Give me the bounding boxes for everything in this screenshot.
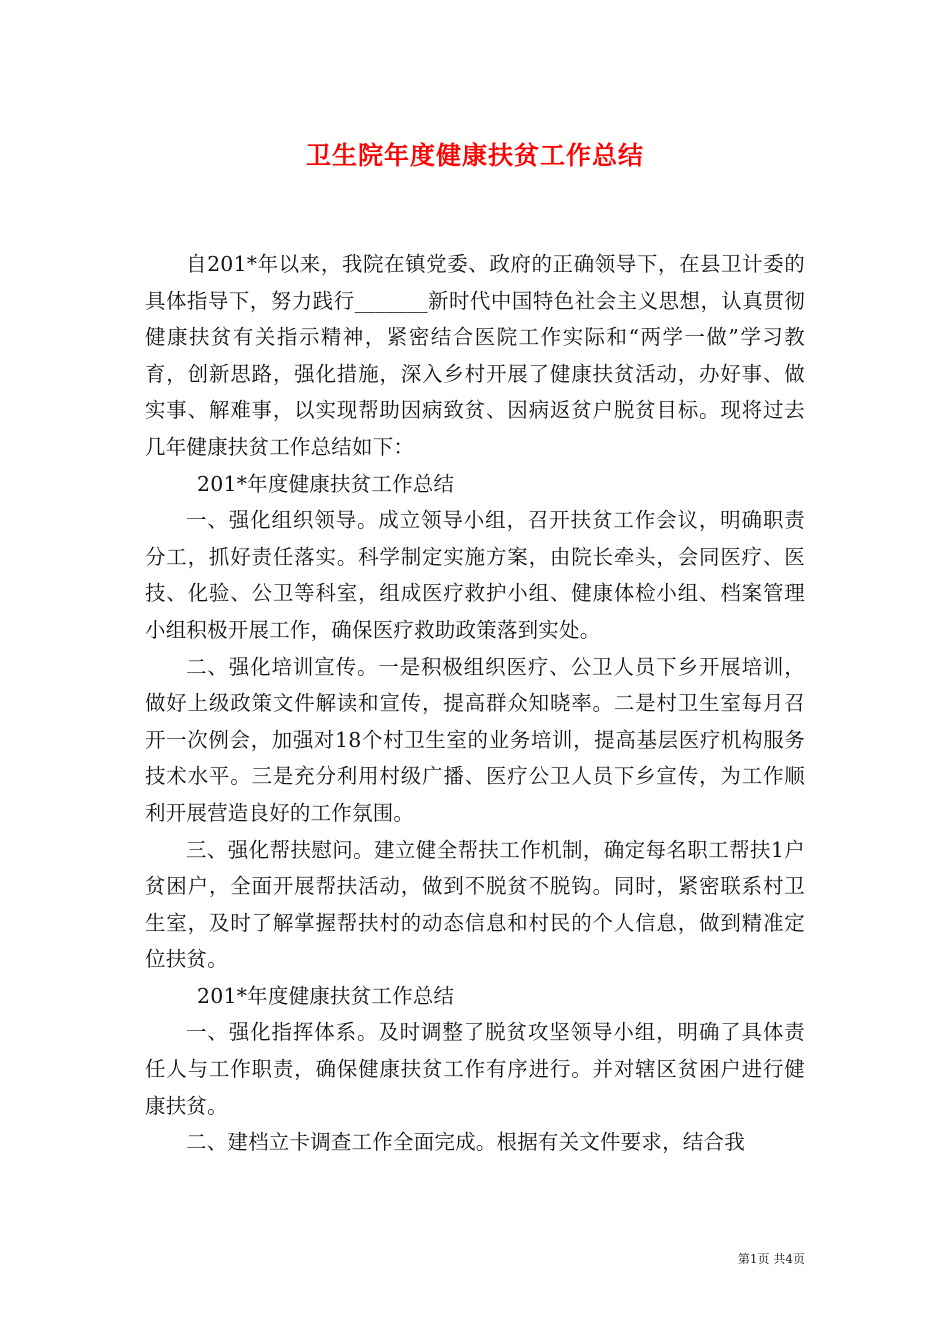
body-paragraph: 二、建档立卡调查工作全面完成。根据有关文件要求，结合我 xyxy=(186,1130,745,1155)
body-paragraph: 三、强化帮扶慰问。建立健全帮扶工作机制，确定每名职工帮扶1户贫困户，全面开展帮扶活动，做到不脱贫不脱钩。同时，紧密联系村卫生室，及时了解掌握帮扶村的动态信息和村民的个人信息，做到精准定位扶贫。 xyxy=(145,837,805,972)
section-heading: 201*年度健康扶贫工作总结 xyxy=(197,983,455,1008)
body-paragraph: 一、强化指挥体系。及时调整了脱贫攻坚领导小组，明确了具体责任人与工作职责，确保健康扶贫工作有序进行。并对辖区贫困户进行健康扶贫。 xyxy=(145,1020,805,1118)
body-paragraph: 一、强化组织领导。成立领导小组，召开扶贫工作会议，明确职责分工，抓好责任落实。科学制定实施方案，由院长牵头，会同医疗、医技、化验、公卫等科室，组成医疗救护小组、健康体检小组、档案管理小组积极开展工作，确保医疗救助政策落到实处。 xyxy=(145,508,805,642)
body-paragraph: 二、强化培训宣传。一是积极组织医疗、公卫人员下乡开展培训，做好上级政策文件解读和宣传，提高群众知晓率。二是村卫生室每月召开一次例会，加强对18个村卫生室的业务培训，提高基层医疗机构服务技术水平。三是充分利用村级广播、医疗公卫人员下乡宣传，为工作顺利开展营造良好的工作氛围。 xyxy=(145,654,805,825)
intro-paragraph: 自201*年以来，我院在镇党委、政府的正确领导下，在县卫计委的具体指导下，努力践行_______新时代中国特色社会主义思想，认真贯彻健康扶贫有关指示精神，紧密结合医院工作实际和“两学一做”学习教育，创新思路，强化措施，深入乡村开展了健康扶贫活动，办好事、做实事、解难事，以实现帮助因病致贫、因病返贫户脱贫目标。现将过去几年健康扶贫工作总结如下： xyxy=(145,252,805,459)
page-number: 第1页 共4页 xyxy=(737,1252,805,1266)
document-title: 卫生院年度健康扶贫工作总结 xyxy=(305,141,644,170)
document-body xyxy=(145,246,805,1161)
section-heading: 201*年度健康扶贫工作总结 xyxy=(197,471,455,496)
